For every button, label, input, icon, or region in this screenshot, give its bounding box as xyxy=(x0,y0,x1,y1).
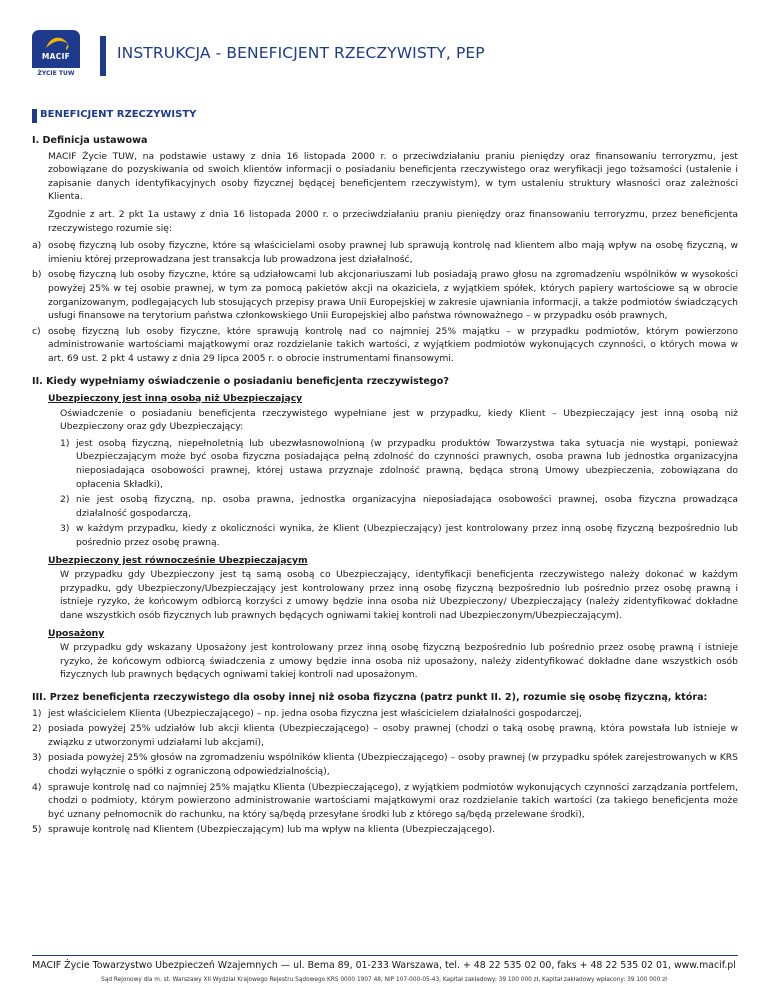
list-text: sprawuje kontrolę nad Klientem (Ubezpieczającym) lub ma wpływ na klienta (Ubezpieczającego). xyxy=(48,824,495,836)
section-marker xyxy=(32,109,37,123)
list-text: w każdym przypadku, kiedy z okoliczności wynika, że Klient (Ubezpieczający) jest kontrolowany przez inną osobę fizyczną bezpośrednio lub pośrednio przez osobę prawną. xyxy=(76,523,738,549)
page-title: INSTRUKCJA - BENEFICJENT RZECZYWISTY, PEP xyxy=(117,44,485,62)
list-text: nie jest osobą fizyczną, np. osoba prawna, jednostka organizacyjna nieposiadająca osobowości prawnej, osoba fizyczna prowadząca działalność gospodarczą, xyxy=(76,494,738,519)
footer-divider xyxy=(32,955,738,956)
paragraph: Zgodnie z art. 2 pkt 1a ustawy z dnia 16 listopada 2000 r. o przeciwdziałaniu praniu pieniędzy oraz finansowaniu terroryzmu, przez beneficjenta rzeczywistego rozumie się: xyxy=(48,208,738,234)
paragraph: MACIF Życie TUW, na podstawie ustawy z dnia 16 listopada 2000 r. o przeciwdziałaniu praniu pieniędzy oraz finansowaniu terroryzmu, jest zobowiązane do pozyskiwania od swoich klientów informacji o posiadaniu beneficjenta rzeczywistego oraz weryfikacji jego tożsamości (ustalenie i zapisanie danych identyfikacyjnych osoby fizycznej będącej beneficjentem rzeczywistym), w tym ustaleniu struktury własności oraz zależności Klienta. xyxy=(48,150,738,203)
list-marker: b) xyxy=(32,269,42,281)
list-item xyxy=(32,823,738,837)
subheading: Ubezpieczony jest równocześnie Ubezpieczającym xyxy=(48,554,308,566)
paragraph: Oświadczenie o posiadaniu beneficjenta rzeczywistego wypełniane jest w przypadku, kiedy Klient – Ubezpieczający jest inną osobą niż Ubezpieczony oraz gdy Ubezpieczający: xyxy=(60,407,738,433)
list-text: osobę fizyczną lub osoby fizyczne, które są udziałowcami lub akcjonariuszami lub posiadają prawo głosu na zgromadzeniu wspólników w wysokości powyżej 25% w tej osobie prawnej, w tym za pomocą pakietów akcji na okaziciela, z wyjątkiem spółek, których papiery wartościowe są w obrocie zorganizowanym, podlegających lub stosujących przepisy prawa Unii Europejskiej w zakresie ujawniania informacji, a także podmiotów świadczących usługi finansowe na terytorium państwa członkowskiego Unii Europejskiej albo państwa równoważnego – w przypadku osób prawnych, xyxy=(48,269,738,322)
list-item xyxy=(60,493,738,520)
numbered-list xyxy=(32,707,738,837)
list-marker: c) xyxy=(32,325,41,337)
list-item xyxy=(32,268,738,322)
logo-word: MACIF xyxy=(41,52,71,61)
list-item xyxy=(60,437,738,491)
list-item xyxy=(32,722,738,749)
heading-beneficiary: III. Przez beneficjenta rzeczywistego dla osoby innej niż osoba fizyczna (patrz punkt II. 2), rozumie się osobę fizyczną, która: xyxy=(32,691,708,703)
document-body xyxy=(32,134,738,840)
list-item xyxy=(60,522,738,549)
footer-registry: Sąd Rejonowy dla m. st. Warszawy XII Wydział Krajowego Rejestru Sądowego KRS 0000 1907 48, NIP 107-000-05-43, Kapitał zakładowy: 39 100 000 zł, Kapitał zakładowy wpłacony: 39 100 000 zł xyxy=(101,977,667,983)
list-item xyxy=(32,751,738,778)
macif-logo xyxy=(32,30,80,80)
subheading: Ubezpieczony jest inną osobą niż Ubezpieczający xyxy=(48,393,303,405)
paragraph: W przypadku gdy Ubezpieczony jest tą samą osobą co Ubezpieczający, identyfikacji beneficjenta rzeczywistego należy dokonać w każdym przypadku, gdy Ubezpieczony/Ubezpieczający jest kontrolowany przez inną osobę fizyczną bezpośrednio lub pośrednio przez osobę prawną i istnieje ryzyko, że końcowym odbiorcą korzyści z umowy będzie inna osoba niż Ubezpieczony/ Ubezpieczający (należy zidentyfikować dokładne dane wszystkich osób fizycznych lub prawnych będących ogniwami takiej kontroli nad Ubezpieczonym/Ubezpieczającym). xyxy=(60,569,738,621)
list-text: posiada powyżej 25% głosów na zgromadzeniu wspólników klienta (Ubezpieczającego) – osoby prawnej (w przypadku spółek zarejestrowanych w KRS chodzi wyłącznie o spółki z ograniczoną odpowiedzialnością), xyxy=(48,752,738,777)
list-marker: a) xyxy=(32,240,42,252)
numbered-list xyxy=(60,437,738,550)
list-marker: 1) xyxy=(32,707,42,719)
list-marker: 4) xyxy=(32,781,42,793)
list-marker: 3) xyxy=(32,752,42,764)
list-text: jest osobą fizyczną, niepełnoletnią lub ubezwłasnowolnioną (w przypadku produktów Towarzystwa taka sytuacja nie wystąpi, ponieważ Ubezpieczającym może być osoba fizyczna posiadająca pełną zdolność do czynności prawnych, osoba prawna lub jednostka organizacyjna nieposiadająca osobowości prawnej, której ustawa przyznaje zdolność prawną, będąca stroną Umowy ubezpieczenia, zobowiązana do opłacenia Składki), xyxy=(76,437,738,490)
list-item xyxy=(32,707,738,721)
list-marker: 1) xyxy=(60,437,70,449)
footer-address: MACIF Życie Towarzystwo Ubezpieczeń Wzajemnych — ul. Bema 89, 01-233 Warszawa, tel. + 48 22 535 02 00, faks + 48 22 535 02 01, www.macif.pl xyxy=(32,960,736,971)
definition-list xyxy=(32,239,738,365)
heading-definition: I. Definicja ustawowa xyxy=(32,135,148,146)
list-marker: 3) xyxy=(60,523,70,535)
list-item xyxy=(32,239,738,266)
logo-box xyxy=(32,30,80,68)
list-text: jest właścicielem Klienta (Ubezpieczającego) – np. jedna osoba fizyczna jest właścicielem działalności gospodarczej, xyxy=(48,707,582,719)
list-text: posiada powyżej 25% udziałów lub akcji klienta (Ubezpieczającego) – osoby prawnej (chodzi o taką osobę prawną, która powstała lub istnieje w związku z utworzonymi udziałami lub akcjami), xyxy=(48,723,738,748)
list-item xyxy=(32,325,738,366)
list-text: sprawuje kontrolę nad co najmniej 25% majątku Klienta (Ubezpieczającego), z wyjątkiem podmiotów wykonujących czynności zarządzania portfelem, chodzi o podmioty, którym powierzono administrowanie wartościami majątkowymi oraz rozdzielanie takich wartości (za takiego beneficjenta może być uznany pełnomocnik do rachunku, na który są/będą przesyłane środki lub z którego są/będą przelewane środki), xyxy=(48,781,738,820)
header-accent-bar xyxy=(100,36,106,76)
section-title: BENEFICJENT RZECZYWISTY xyxy=(40,109,197,120)
list-marker: 2) xyxy=(32,723,42,735)
logo-subtitle: ŻYCIE TUW xyxy=(37,70,75,77)
list-marker: 5) xyxy=(32,824,42,836)
logo-swoosh-icon xyxy=(32,30,80,68)
paragraph: W przypadku gdy wskazany Uposażony jest kontrolowany przez inną osobę fizyczną bezpośrednio lub pośrednio przez osobę prawną i istnieje ryzyko, że końcowym odbiorcą świadczenia z umowy będzie inna osoba niż uposażony, należy zidentyfikować dokładne dane wszystkich osób fizycznych lub prawnych będących ogniwami takiej kontroli nad uposażonym. xyxy=(60,642,738,681)
heading-when: II. Kiedy wypełniamy oświadczenie o posiadaniu beneficjenta rzeczywistego? xyxy=(32,375,449,387)
list-marker: 2) xyxy=(60,494,70,506)
list-item xyxy=(32,781,738,822)
subheading: Uposażony xyxy=(48,627,105,639)
list-text: osobę fizyczną lub osoby fizyczne, które są właścicielami osoby prawnej lub sprawują kontrolę nad klientem albo mają wpływ na osobę fizyczną, w imieniu której przeprowadzana jest transakcja lub prowadzona jest działalność, xyxy=(48,240,738,265)
list-text: osobę fizyczną lub osoby fizyczne, które sprawują kontrolę nad co najmniej 25% majątku – w przypadku podmiotów, którym powierzono administrowanie wartościami majątkowymi oraz rozdzielanie takich wartości, z wyjątkiem podmiotów wykonujących czynności, o których mowa w art. 69 ust. 2 pkt 4 ustawy z dnia 29 lipca 2005 r. o obrocie instrumentami finansowymi. xyxy=(48,325,738,364)
